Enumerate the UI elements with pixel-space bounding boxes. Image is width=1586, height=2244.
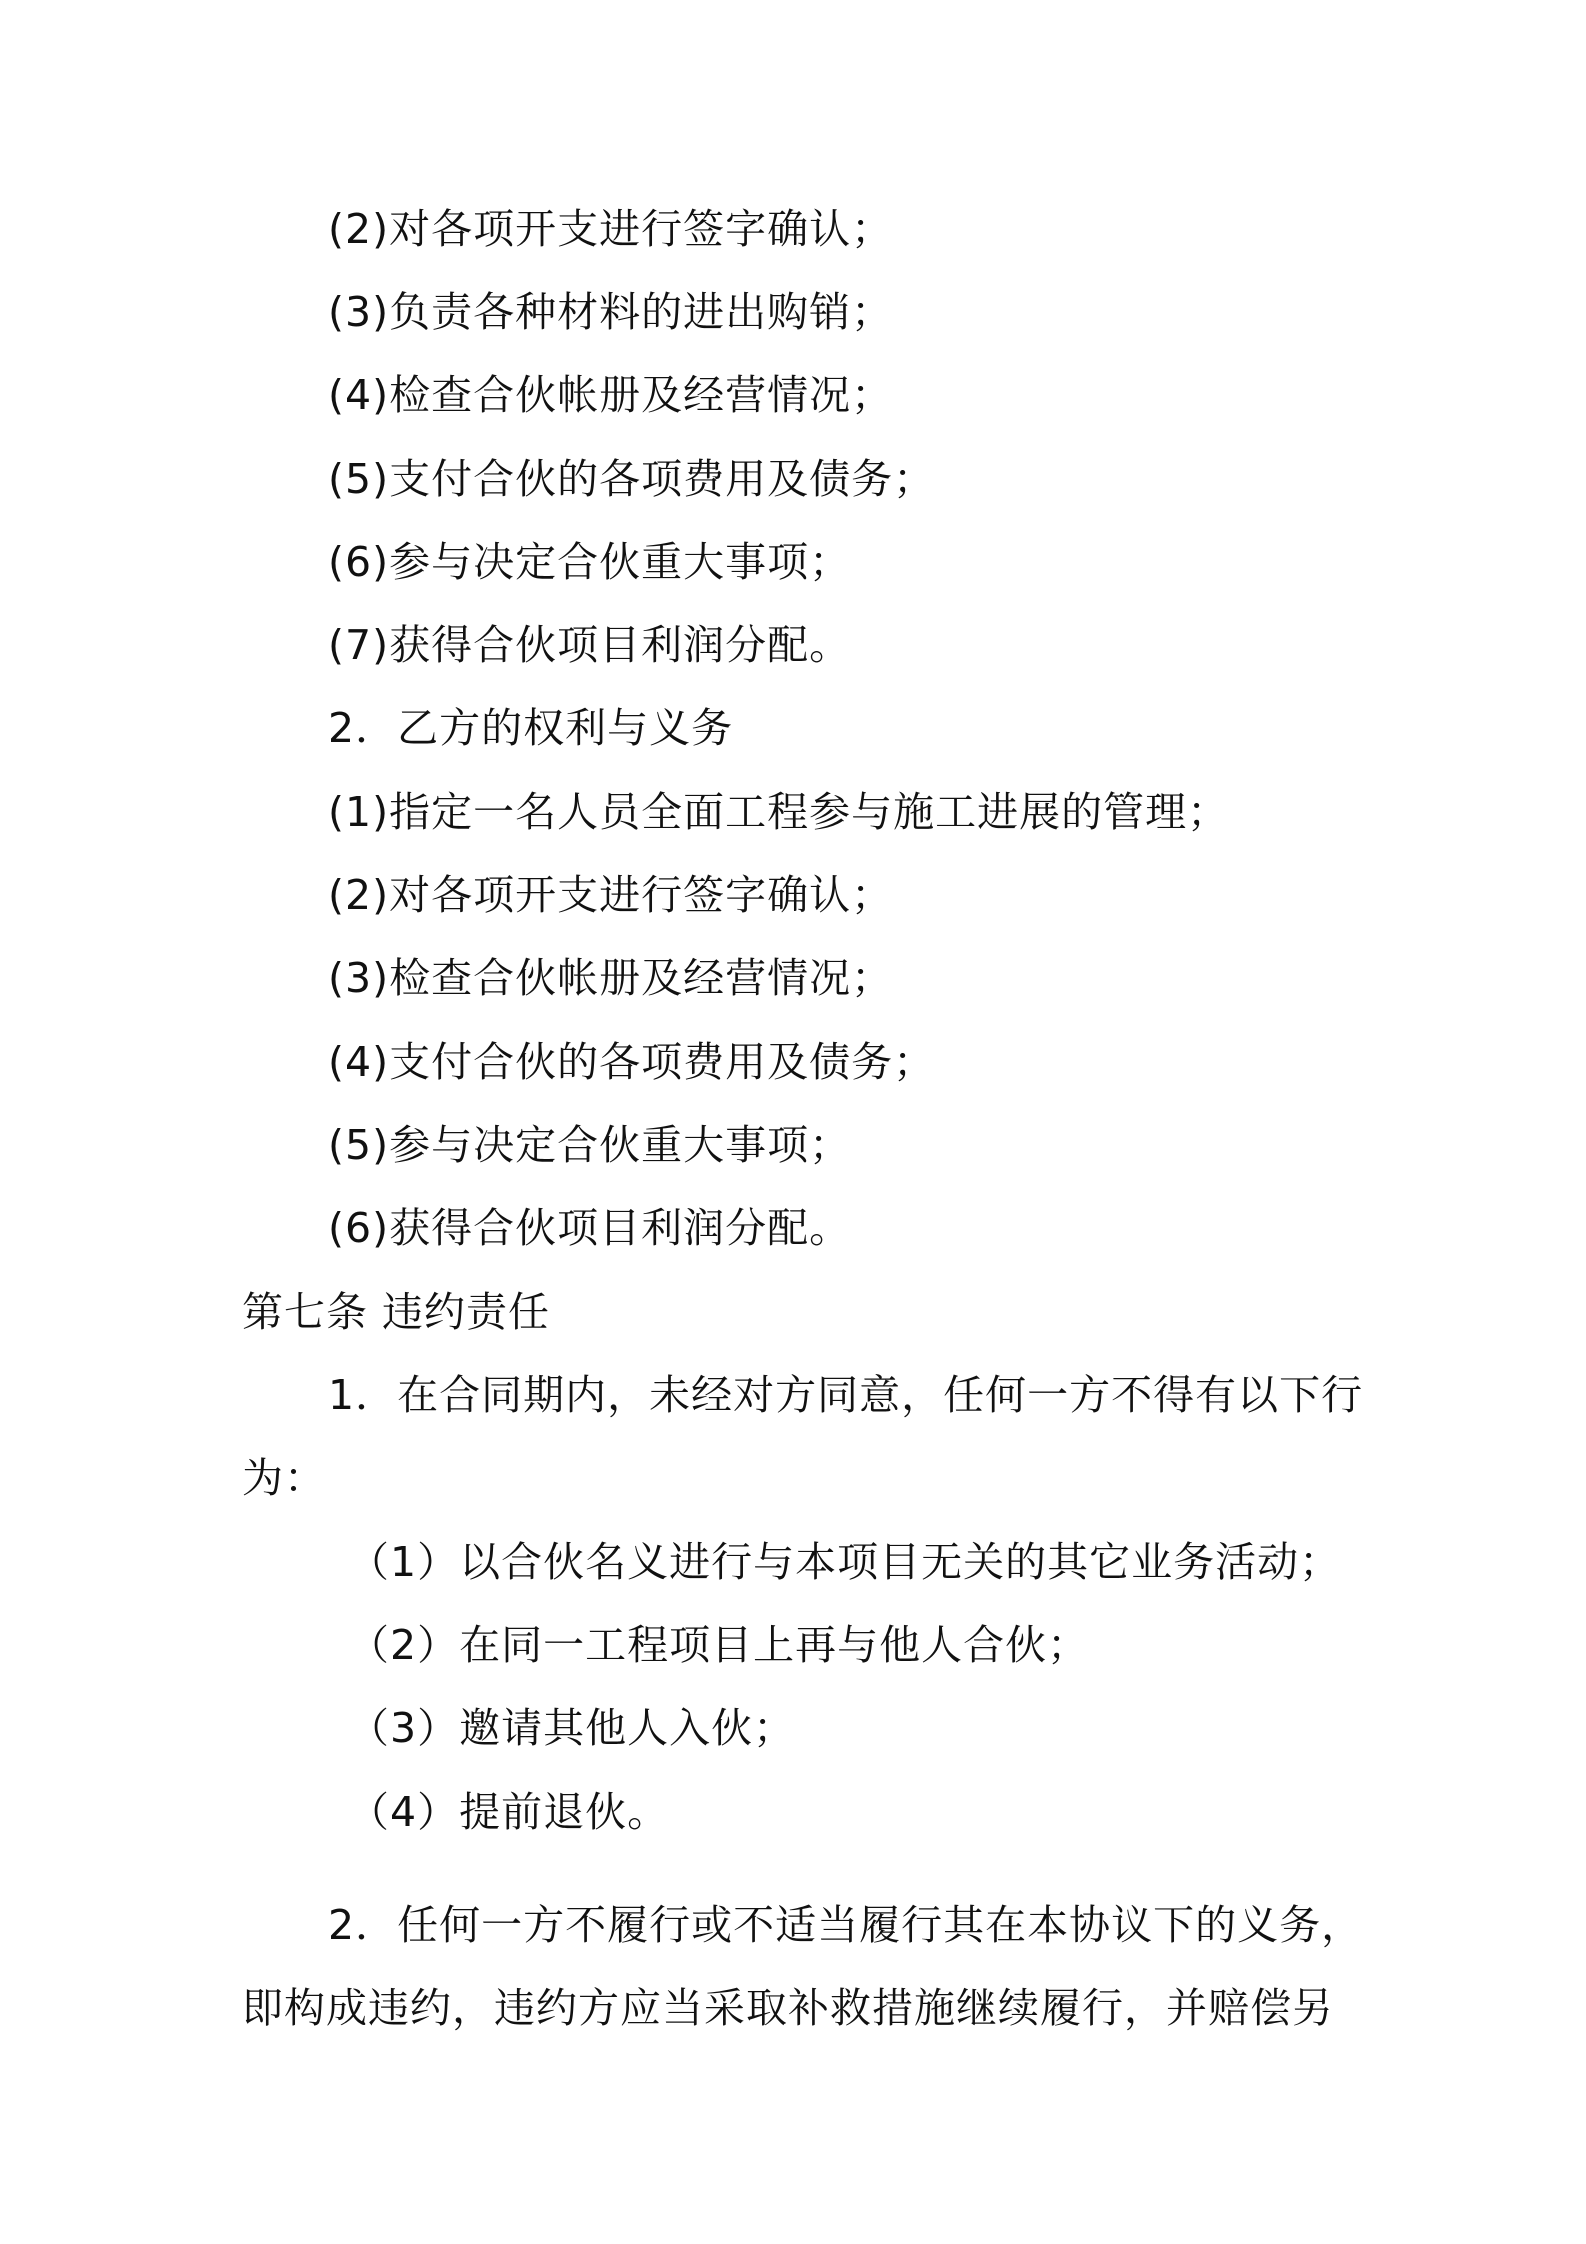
clause-line: (7)获得合伙项目利润分配。 [328, 621, 852, 669]
clause-line: （1）以合伙名义进行与本项目无关的其它业务活动； [348, 1538, 1342, 1586]
clause-line: (1)指定一名人员全面工程参与施工进展的管理； [328, 788, 1230, 836]
clause-line: (6)获得合伙项目利润分配。 [328, 1204, 852, 1252]
clause-line: （3）邀请其他人入伙； [348, 1704, 796, 1752]
clause-line: (5)支付合伙的各项费用及债务； [328, 455, 936, 503]
article-heading: 第七条 违约责任 [242, 1288, 551, 1336]
paragraph-line: 即构成违约，违约方应当采取补救措施继续履行，并赔偿另 [242, 1984, 1334, 2032]
clause-line: (4)支付合伙的各项费用及债务； [328, 1038, 936, 1086]
section-heading: 2．乙方的权利与义务 [328, 704, 734, 752]
clause-line: (4)检查合伙帐册及经营情况； [328, 371, 894, 419]
clause-line: (3)检查合伙帐册及经营情况； [328, 954, 894, 1002]
clause-line: （4）提前退伙。 [348, 1788, 670, 1836]
paragraph-line: 2．任何一方不履行或不适当履行其在本协议下的义务， [328, 1901, 1364, 1949]
clause-line: （2）在同一工程项目上再与他人合伙； [348, 1621, 1090, 1669]
clause-line: (2)对各项开支进行签字确认； [328, 871, 894, 919]
paragraph-line: 1．在合同期内，未经对方同意，任何一方不得有以下行 [328, 1371, 1364, 1419]
clause-line: (3)负责各种材料的进出购销； [328, 288, 894, 336]
clause-line: (5)参与决定合伙重大事项； [328, 1121, 852, 1169]
clause-line: (6)参与决定合伙重大事项； [328, 538, 852, 586]
clause-line: (2)对各项开支进行签字确认； [328, 205, 894, 253]
paragraph-line: 为： [242, 1454, 326, 1502]
